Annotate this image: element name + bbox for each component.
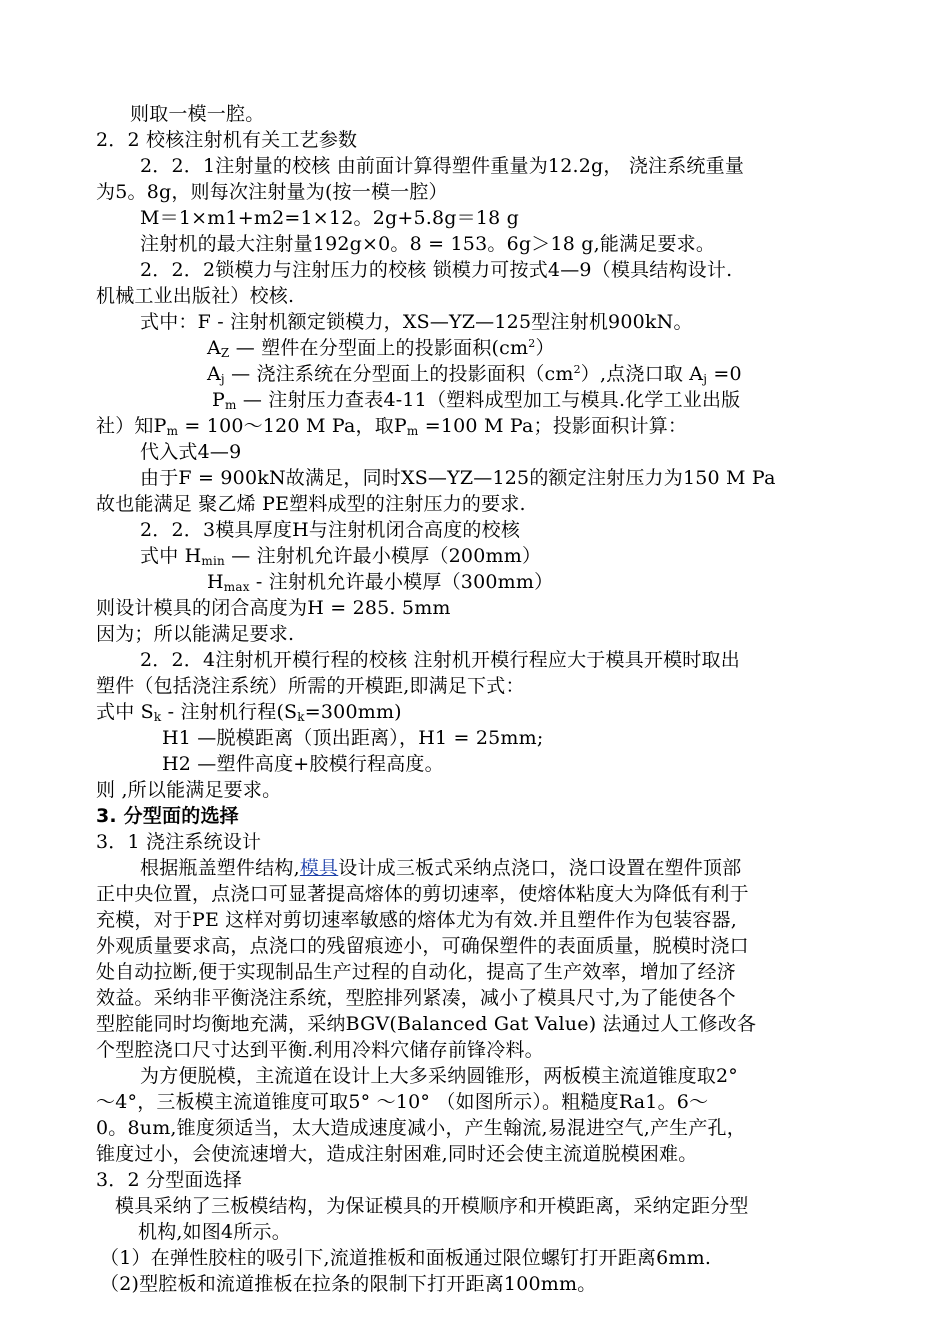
- formula-line: $H_{max}$ - 注射机允许最小模厚（300mm）: [207, 571, 554, 594]
- paragraph-line: 处自动拉断,便于实现制品生产过程的自动化，提高了生产效率，增加了经济: [96, 961, 736, 983]
- section-heading-3-1: 3．1 浇注系统设计: [96, 831, 262, 853]
- paragraph-line: 个型腔浇口尺寸达到平衡.利用冷料穴储存前锋冷料。: [96, 1039, 544, 1061]
- subsection-2-2-2: 2．2．2锁模力与注射压力的校核 锁模力可按式4—9（模具结构设计.: [140, 259, 733, 281]
- paragraph-line: 外观质量要求高，点浇口的残留痕迹小，可确保塑件的表面质量，脱模时浇口: [96, 935, 749, 957]
- paragraph-line: ～4°，三板模主流道锥度可取5° ～10° （如图所示）。粗糙度Ra1。6～: [96, 1091, 709, 1113]
- formula-line: H2 —塑件高度+胶模行程高度。: [162, 753, 444, 775]
- formula-line: 式中 $H_{min}$ — 注射机允许最小模厚（200mm）: [140, 545, 542, 568]
- paragraph-line: 模具采纳了三板模结构，为保证模具的开模顺序和开模距离，采纳定距分型: [115, 1195, 749, 1217]
- paragraph-line: 锥度过小，会使流速增大，造成注射困难,同时还会使主流道脱模困难。: [96, 1143, 698, 1165]
- formula-line: H1 —脱模距离（顶出距离），H1 = 25mm;: [162, 727, 544, 749]
- subsection-2-2-4: 2．2．4注射机开模行程的校核 注射机开模行程应大于模具开模时取出: [140, 649, 740, 671]
- paragraph-line: 0。8um,锥度须适当，太大造成速度减小，产生翰流,易混进空气,产生产孔，: [96, 1117, 746, 1139]
- text-line: 社）知$P_m$ = 100～120 M Pa，取$P_m =100$ M Pa；投影面积计算：: [96, 415, 688, 438]
- formula-line: M＝1×m1+m2=1×12。2g+5.8g＝18 g: [140, 207, 520, 229]
- text-line: 故也能满足 聚乙烯 PE塑料成型的注射压力的要求.: [96, 493, 526, 515]
- text-line: 则 ,所以能满足要求。: [96, 779, 282, 801]
- subsection-2-2-3: 2．2．3模具厚度H与注射机闭合高度的校核: [140, 519, 521, 541]
- text-line: 为5。8g，则每次注射量为(按一模一腔）: [96, 181, 448, 203]
- section-heading-3: 3. 分型面的选择: [96, 805, 239, 827]
- paragraph-line: 为方便脱模，主流道在设计上大多采纳圆锥形，两板模主流道锥度取2°: [140, 1065, 738, 1087]
- mold-link[interactable]: 模具: [299, 857, 339, 879]
- text-line: 因为；所以能满足要求.: [96, 623, 295, 645]
- text-line: 由于F = 900kN故满足，同时XS—YZ—125的额定注射压力为150 M Pa: [140, 467, 776, 489]
- section-heading-3-2: 3．2 分型面选择: [96, 1169, 243, 1191]
- formula-line: $P_m$ — 注射压力查表4-11（塑料成型加工与模具.化学工业出版: [212, 389, 741, 412]
- text-line: 塑件（包括浇注系统）所需的开模距,即满足下式：: [96, 675, 525, 697]
- text-line: 机械工业出版社）校核.: [96, 285, 295, 307]
- paragraph-line: 型腔能同时均衡地充满，采纳BGV(Balanced Gat Value) 法通过人工修改各: [96, 1013, 757, 1035]
- subsection-2-2-1: 2．2．1注射量的校核 由前面计算得塑件重量为12.2g， 浇注系统重量: [140, 155, 745, 177]
- list-item: （2)型腔板和流道推板在拉条的限制下打开距离100mm。: [100, 1273, 597, 1295]
- paragraph-line: 效益。采纳非平衡浇注系统，型腔排列紧凑，减小了模具尺寸,为了能使各个: [96, 987, 736, 1009]
- list-item: （1）在弹性胶柱的吸引下,流道推板和面板通过限位螺钉打开距离6mm.: [100, 1247, 712, 1269]
- text-line: 注射机的最大注射量192g×0。8 = 153。6g＞18 g,能满足要求。: [140, 233, 716, 255]
- text-line: 则取一模一腔。: [130, 103, 265, 125]
- text-line: 式中：F - 注射机额定锁模力，XS—YZ—125型注射机900kN。: [140, 311, 693, 333]
- paragraph-line: 充模，对于PE 这样对剪切速率敏感的熔体尤为有效.并且塑件作为包装容器,: [96, 909, 737, 931]
- formula-line: $A_Z$ — 塑件在分型面上的投影面积$(cm^2)$: [207, 337, 555, 360]
- formula-line: $A_j$ — 浇注系统在分型面上的投影面积$(cm^2)$,点浇口取 $A_j =0$: [207, 363, 742, 386]
- paragraph-line: 正中央位置，点浇口可显著提高熔体的剪切速率，使熔体粘度大为降低有利于: [96, 883, 749, 905]
- paragraph-line: 机构,如图4所示。: [138, 1221, 291, 1243]
- formula-line: 式中 $S_k$ - 注射机行程$(S_k=300mm)$: [96, 701, 402, 724]
- paragraph-line: 根据瓶盖塑件结构,模具设计成三板式采纳点浇口，浇口设置在塑件顶部: [140, 857, 742, 879]
- text-line: 代入式4—9: [140, 441, 242, 463]
- text-line: 则设计模具的闭合高度为H = 285. 5mm: [96, 597, 451, 619]
- section-heading-2-2: 2．2 校核注射机有关工艺参数: [96, 129, 358, 151]
